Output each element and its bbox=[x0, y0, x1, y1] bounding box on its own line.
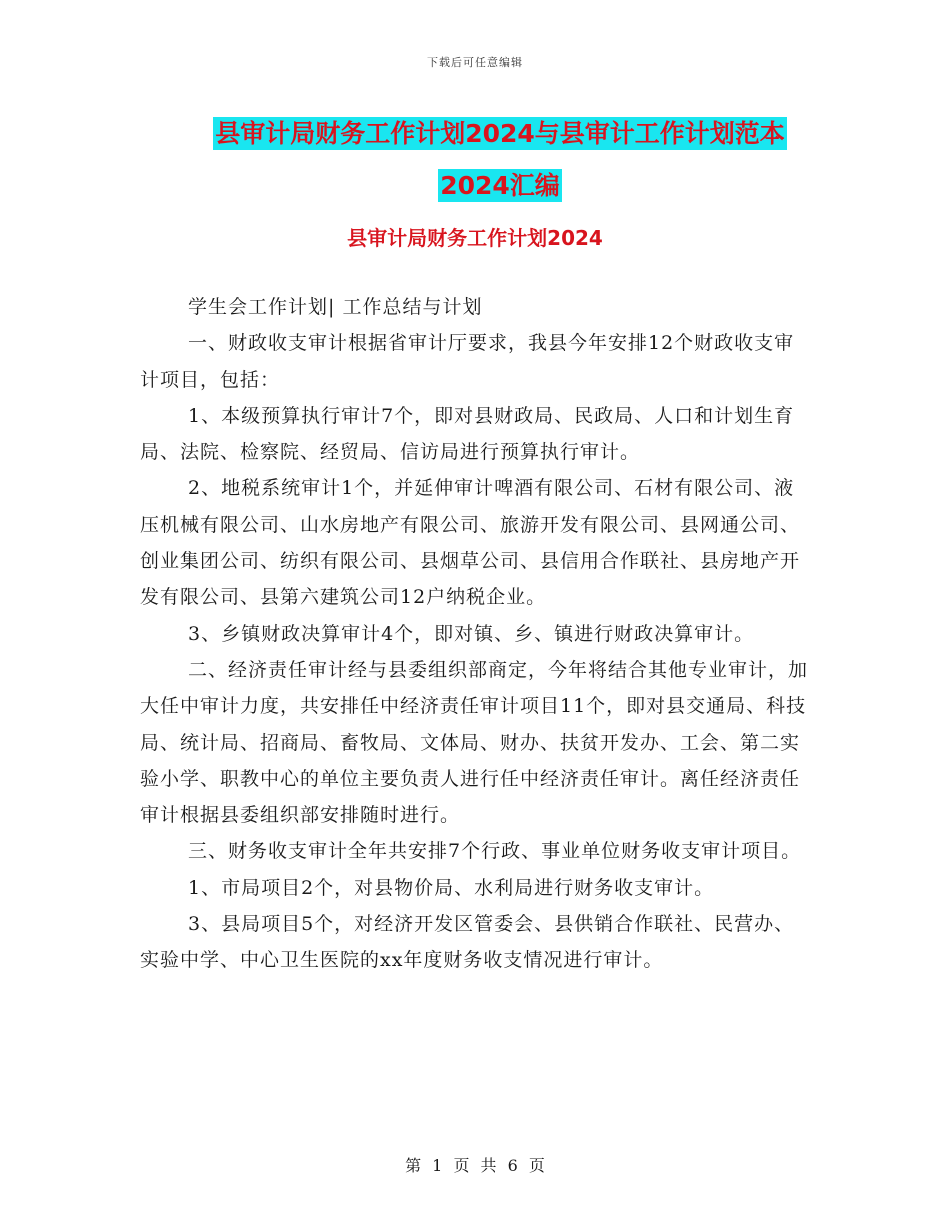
paragraph: 1、市局项目2个，对县物价局、水利局进行财务收支审计。 bbox=[188, 876, 715, 899]
paragraph: 3、乡镇财政决算审计4个，即对镇、乡、镇进行财政决算审计。 bbox=[188, 622, 755, 645]
paragraph: 3、县局项目5个，对经济开发区管委会、县供销合作联社、民营办、实验中学、中心卫生医院的xx年度财务收支情况进行审计。 bbox=[140, 913, 795, 972]
document-title-line2: 2024汇编 bbox=[440, 171, 560, 200]
paragraph: 1、本级预算执行审计7个，即对县财政局、民政局、人口和计划生育局、法院、检察院、经贸局、信访局进行预算执行审计。 bbox=[140, 404, 795, 464]
document-body bbox=[140, 289, 812, 979]
page-number-footer: 第 1 页 共 6 页 bbox=[405, 1156, 545, 1175]
paragraph: 三、财务收支审计全年共安排7个行政、事业单位财务收支审计项目。 bbox=[188, 840, 802, 863]
paragraph: 2、地税系统审计1个，并延伸审计啤酒有限公司、石材有限公司、液压机械有限公司、山水房地产有限公司、旅游开发有限公司、县网通公司、创业集团公司、纺织有限公司、县烟草公司、县信用合作联社、县房地产开发有限公司、县第六建筑公司12户纳税企业。 bbox=[140, 477, 801, 609]
paragraph: 一、财政收支审计根据省审计厅要求，我县今年安排12个财政收支审计项目，包括： bbox=[140, 332, 795, 391]
header-note: 下载后可任意编辑 bbox=[427, 56, 523, 69]
document-title bbox=[140, 108, 860, 212]
paragraph: 学生会工作计划| 工作总结与计划 bbox=[188, 296, 483, 318]
paragraph: 二、经济责任审计经与县委组织部商定，今年将结合其他专业审计，加大任中审计力度，共安排任中经济责任审计项目11个，即对县交通局、科技局、统计局、招商局、畜牧局、文体局、财办、扶贫开发办、工会、第二实验小学、职教中心的单位主要负责人进行任中经济责任审计。离任经济责任审计根据县委组织部安排随时进行。 bbox=[140, 658, 809, 827]
document-title-line1: 县审计局财务工作计划2024与县审计工作计划范本 bbox=[215, 119, 785, 148]
section-title: 县审计局财务工作计划2024 bbox=[347, 226, 603, 250]
